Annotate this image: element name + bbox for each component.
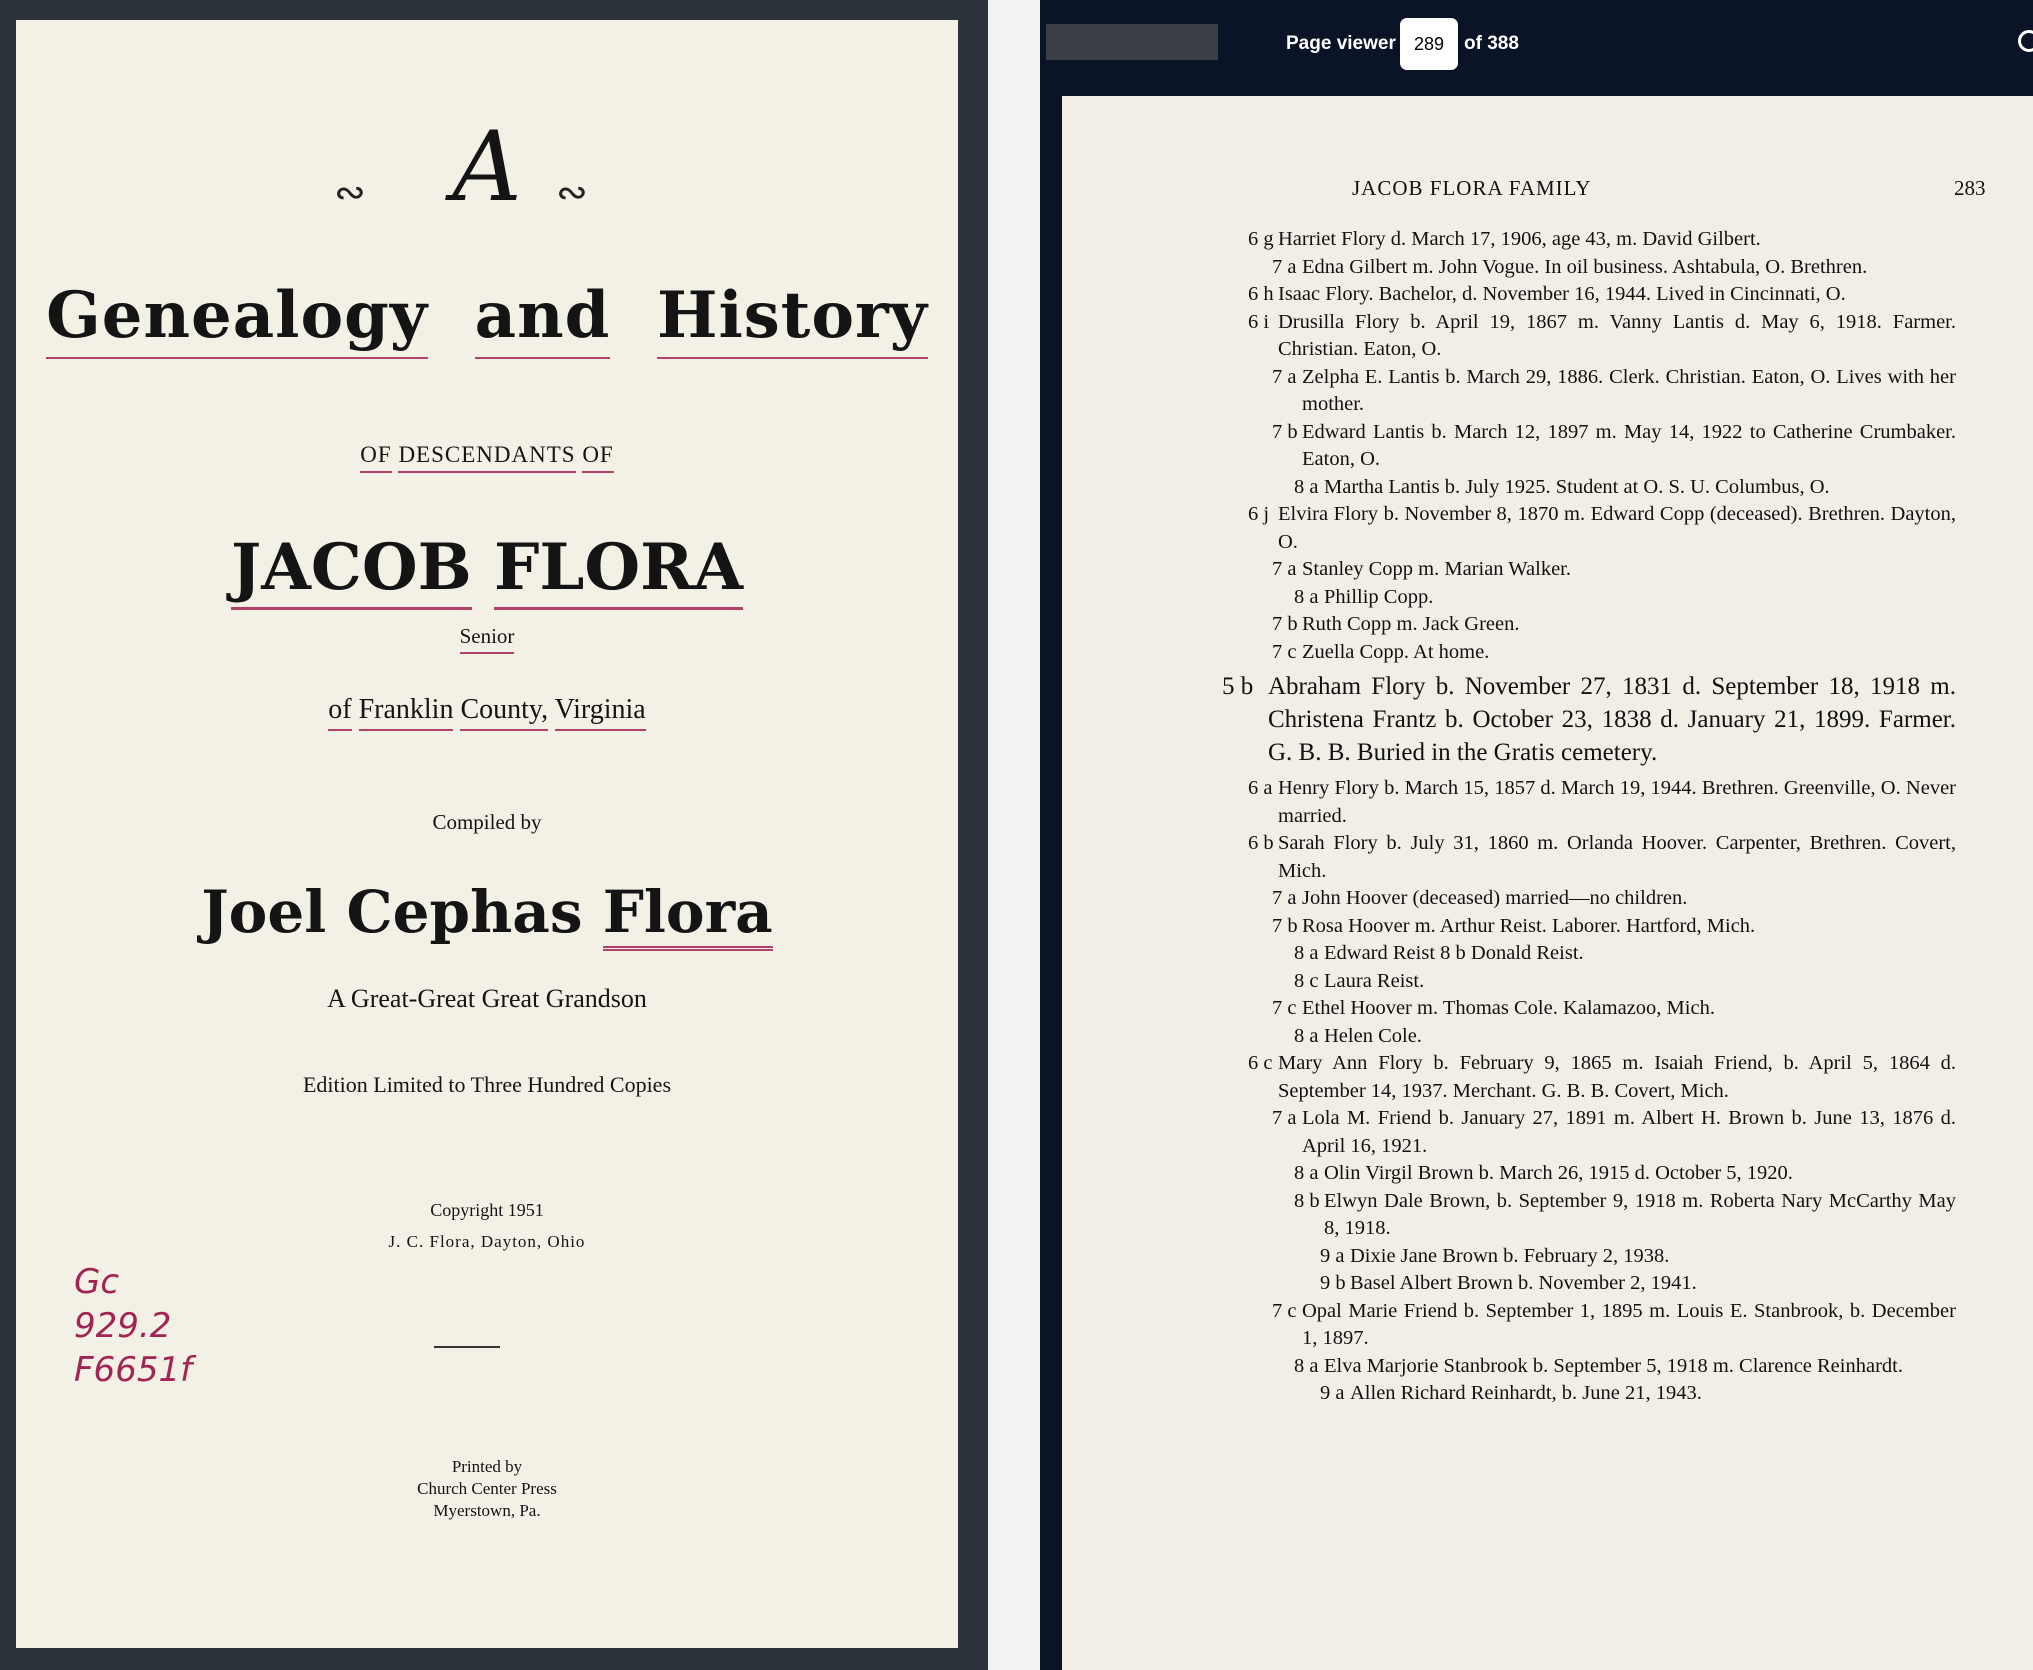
genealogy-entry (1062, 1023, 2033, 1051)
entry-text: Ruth Copp m. Jack Green. (1302, 613, 1520, 635)
entry-number: 8 c (1294, 969, 1319, 992)
entry-number: 6 a (1248, 777, 1273, 799)
entry-number: 7 a (1272, 1107, 1297, 1129)
divider (434, 1346, 500, 1348)
entry-text: Edward Lantis b. March 12, 1897 m. May 14, 1922 to Catherine Crumbaker. Eaton, O. (1302, 420, 1956, 470)
compiler-name: Joel Cephas Flora (16, 878, 958, 946)
genealogy-entry (1062, 556, 2033, 584)
entry-text: Basel Albert Brown b. November 2, 1941. (1350, 1272, 1697, 1294)
genealogy-entry (1062, 281, 2033, 309)
entry-number: 9 a (1320, 1382, 1345, 1404)
genealogy-entry (1062, 1160, 2033, 1188)
entry-number: 6 b (1248, 832, 1274, 854)
genealogy-entry (1062, 501, 2033, 556)
entry-text: Abraham Flory b. November 27, 1831 d. September 18, 1918 m. Christena Frantz b. October 23, 1838 d. January 21, 1899. Farmer. G. B. B. Buried in the Gratis cemetery. (1268, 673, 1956, 766)
entry-number: 7 c (1272, 997, 1297, 1019)
running-head-title: JACOB FLORA FAMILY (1352, 176, 1592, 200)
entry-text: Dixie Jane Brown b. February 2, 1938. (1350, 1244, 1670, 1267)
entry-text: Rosa Hoover m. Arthur Reist. Laborer. Hartford, Mich. (1302, 914, 1756, 937)
entry-text: Henry Flory b. March 15, 1857 d. March 19, 1944. Brethren. Greenville, O. Never married. (1278, 777, 1956, 827)
genealogy-entry (1062, 1105, 2033, 1160)
entry-number: 9 a (1320, 1244, 1345, 1267)
senior-label: Senior (16, 624, 958, 649)
entry-text: Ethel Hoover m. Thomas Cole. Kalamazoo, Mich. (1302, 997, 1715, 1019)
genealogy-entry (1062, 309, 2033, 364)
genealogy-entry (1062, 913, 2033, 941)
genealogy-entry (1062, 1050, 2033, 1105)
genealogy-entry (1062, 1380, 2033, 1408)
genealogy-entry (1062, 639, 2033, 667)
entry-text: Zuella Copp. At home. (1302, 640, 1490, 663)
genealogy-entry (1062, 775, 2033, 830)
genealogy-list (1062, 226, 2033, 1408)
genealogy-entry (1062, 611, 2033, 639)
entry-number: 7 a (1272, 255, 1297, 278)
entry-text: Lola M. Friend b. January 27, 1891 m. Albert H. Brown b. June 13, 1876 d. April 16, 1921. (1302, 1107, 1956, 1157)
entry-number: 8 a (1294, 585, 1319, 608)
entry-number: 7 b (1272, 914, 1298, 937)
entry-number: 6 h (1248, 283, 1274, 305)
entry-text: Sarah Flory b. July 31, 1860 m. Orlanda Hoover. Carpenter, Brethren. Covert, Mich. (1278, 832, 1956, 882)
location-line: of Franklin County, Virginia (16, 694, 958, 726)
ornamental-letter: A (452, 111, 522, 223)
entry-number: 7 b (1272, 420, 1298, 443)
entry-number: 8 a (1294, 1162, 1319, 1184)
entry-text: Mary Ann Flory b. February 9, 1865 m. Isaiah Friend, b. April 5, 1864 d. September 14, 1937. Merchant. G. B. B. Covert, Mich. (1278, 1052, 1956, 1102)
entry-text: Helen Cole. (1324, 1024, 1422, 1047)
genealogy-entry (1062, 364, 2033, 419)
entry-number: 8 a (1294, 475, 1319, 498)
entry-text: John Hoover (deceased) married—no children. (1302, 887, 1688, 909)
entry-number: 7 b (1272, 613, 1298, 635)
edition-note: Edition Limited to Three Hundred Copies (302, 1072, 672, 1097)
genealogy-entry (1062, 474, 2033, 502)
redacted-block (1046, 24, 1218, 60)
genealogy-entry (1062, 419, 2033, 474)
entry-text: Phillip Copp. (1324, 585, 1434, 608)
genealogy-entry (1062, 670, 2033, 769)
genealogy-entry (1062, 1270, 2033, 1298)
entry-text: Martha Lantis b. July 1925. Student at O. S. U. Columbus, O. (1324, 475, 1830, 498)
entry-number: 6 i (1248, 310, 1270, 333)
title-page (16, 20, 958, 1648)
genealogy-entry (1062, 226, 2033, 254)
page-number: 283 (1954, 176, 1986, 200)
entry-text: Zelpha E. Lantis b. March 29, 1886. Clerk. Christian. Eaton, O. Lives with her mother. (1302, 365, 1956, 415)
genealogy-entry (1062, 968, 2033, 996)
subject-name: JACOB FLORA (16, 530, 958, 605)
printer-info: Printed by Church Center Press Myerstown, Pa. (417, 1457, 557, 1520)
descendants-line: OF DESCENDANTS OF (16, 442, 958, 468)
entry-text: Drusilla Flory b. April 19, 1867 m. Vanny Lantis d. May 6, 1918. Farmer. Christian. Eaton, O. (1278, 310, 1956, 360)
entry-number: 7 c (1272, 640, 1297, 663)
viewer-toolbar (1040, 0, 2033, 94)
entry-number: 8 a (1294, 1024, 1319, 1047)
genealogy-entry (1062, 940, 2033, 968)
entry-text: Laura Reist. (1324, 969, 1425, 992)
entry-number: 8 a (1294, 942, 1319, 964)
entry-number: 7 a (1272, 365, 1297, 388)
entry-text: Allen Richard Reinhardt, b. June 21, 1943. (1350, 1382, 1702, 1404)
entry-text: Edna Gilbert m. John Vogue. In oil business. Ashtabula, O. Brethren. (1302, 255, 1868, 278)
compiler-relation: A Great-Great Great Grandson (327, 984, 647, 1013)
entry-number: 7 a (1272, 887, 1297, 909)
copyright-line: Copyright 1951 (430, 1200, 544, 1220)
entry-number: 8 b (1294, 1189, 1320, 1212)
genealogy-entry (1062, 1243, 2033, 1271)
page-viewer-label: Page viewer (1286, 33, 1396, 54)
genealogy-entry (1062, 1298, 2033, 1353)
entry-text: Harriet Flory d. March 17, 1906, age 43, m. David Gilbert. (1278, 228, 1761, 250)
flourish-left-icon: ∾ (334, 172, 366, 214)
title-page-pane (0, 0, 988, 1670)
document-page (1062, 96, 2033, 1670)
genealogy-entry (1062, 1353, 2033, 1381)
search-icon[interactable] (2018, 30, 2033, 52)
entry-text: Elvira Flory b. November 8, 1870 m. Edward Copp (deceased). Brethren. Dayton, O. (1278, 503, 1956, 553)
entry-number: 6 g (1248, 228, 1274, 250)
entry-number: 6 j (1248, 503, 1270, 525)
entry-number: 5 b (1222, 673, 1254, 700)
page-viewer-pane (1040, 0, 2033, 1670)
entry-number: 6 c (1248, 1052, 1273, 1074)
genealogy-entry (1062, 995, 2033, 1023)
entry-number: 7 a (1272, 558, 1297, 580)
entry-text: Stanley Copp m. Marian Walker. (1302, 558, 1571, 580)
entry-text: Olin Virgil Brown b. March 26, 1915 d. October 5, 1920. (1324, 1162, 1793, 1184)
entry-number: 7 c (1272, 1299, 1297, 1322)
entry-text: Isaac Flory. Bachelor, d. November 16, 1944. Lived in Cincinnati, O. (1278, 283, 1846, 305)
book-title: Genealogy and History (16, 278, 958, 353)
entry-text: Edward Reist 8 b Donald Reist. (1324, 942, 1584, 964)
genealogy-entry (1062, 254, 2033, 282)
genealogy-entry (1062, 584, 2033, 612)
entry-number: 8 a (1294, 1354, 1319, 1377)
flourish-right-icon: ∾ (556, 172, 588, 214)
call-number: Gc 929.2 F6651f (74, 1262, 193, 1390)
entry-number: 9 b (1320, 1272, 1346, 1294)
compiled-by-label: Compiled by (432, 810, 542, 834)
page-number-input[interactable] (1400, 18, 1458, 70)
entry-text: Elva Marjorie Stanbrook b. September 5, 1918 m. Clarence Reinhardt. (1324, 1354, 1903, 1377)
copyright-holder: J. C. Flora, Dayton, Ohio (388, 1232, 586, 1251)
genealogy-entry (1062, 1188, 2033, 1243)
entry-text: Opal Marie Friend b. September 1, 1895 m. Louis E. Stanbrook, b. December 1, 1897. (1302, 1299, 1956, 1349)
genealogy-entry (1062, 885, 2033, 913)
page-total-label: of 388 (1464, 33, 1519, 54)
genealogy-entry (1062, 830, 2033, 885)
entry-text: Elwyn Dale Brown, b. September 9, 1918 m. Roberta Nary McCarthy May 8, 1918. (1324, 1189, 1956, 1239)
